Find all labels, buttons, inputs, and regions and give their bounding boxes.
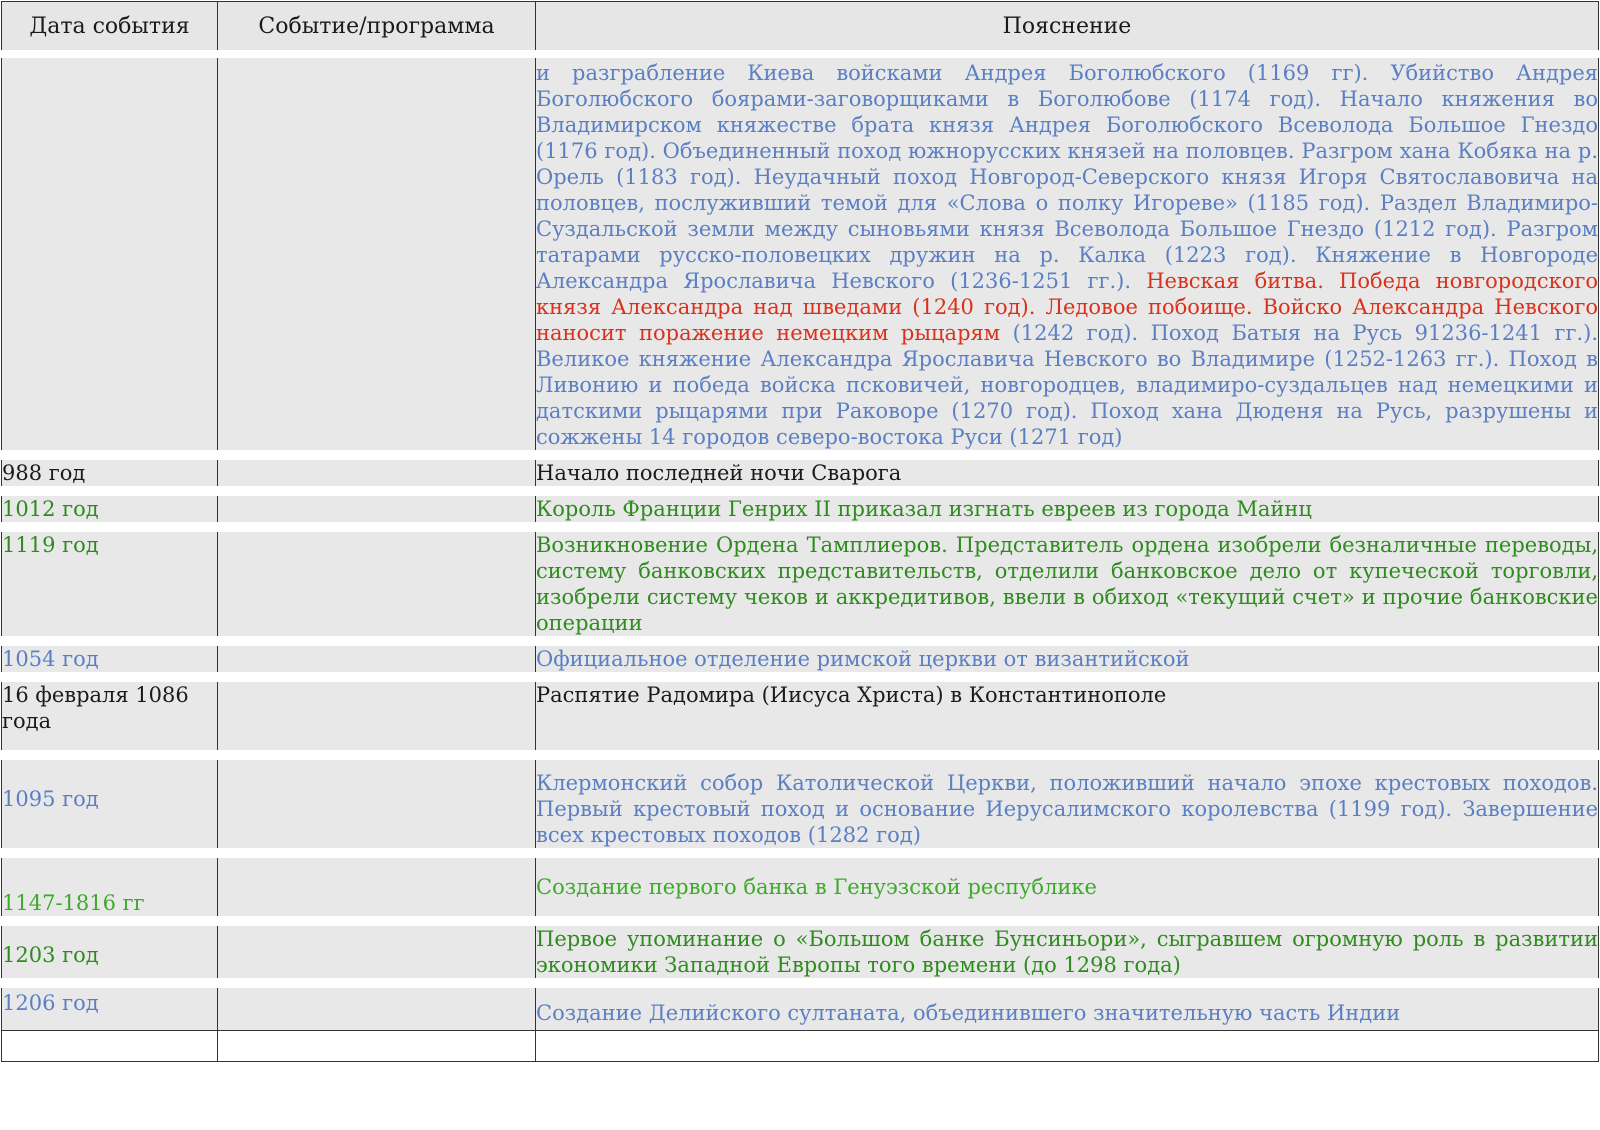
- event-cell: [218, 491, 536, 527]
- event-cell: [218, 54, 536, 455]
- table-header-row: [2, 2, 1599, 55]
- explanation-cell: Клермонский собор Католической Церкви, положивший начало эпохе крестовых походов. Первый крестовый поход и основание Иерусалимского королевства (1199 год). Завершение всех крестовых походов (1282 год): [536, 755, 1599, 853]
- event-cell: [218, 677, 536, 755]
- date-cell: 1206 год: [2, 983, 218, 1031]
- empty-row: [2, 1031, 1599, 1062]
- chronology-table: [1, 1, 1599, 1062]
- explanation-cell: Начало последней ночи Сварога: [536, 455, 1599, 491]
- explanation-cell: [536, 54, 1599, 455]
- explanation-text-highlight: Невская битва. Победа новгородского князя Александра над шведами (1240 год). Ледовое побоище. Войско Александра Невского наносит поражение немецким рыцарям: [536, 269, 1598, 345]
- header-explanation: Пояснение: [536, 2, 1599, 55]
- event-cell: [218, 641, 536, 677]
- event-cell: [218, 527, 536, 641]
- table-row: [2, 921, 1599, 983]
- explanation-cell: Официальное отделение римской церкви от византийской: [536, 641, 1599, 677]
- header-date: Дата события: [2, 2, 218, 55]
- event-cell: [218, 1031, 536, 1062]
- date-cell: 988 год: [2, 455, 218, 491]
- table-row: [2, 677, 1599, 755]
- date-cell: [2, 54, 218, 455]
- explanation-cell: Возникновение Ордена Тамплиеров. Представитель ордена изобрели безналичные переводы, систему банковских представительств, отделили банковское дело от купеческой торговли, изобрели систему чеков и аккредитивов, ввели в обиход «текущий счет» и прочие банковские операции: [536, 527, 1599, 641]
- table-row: [2, 755, 1599, 853]
- date-cell: 16 февраля 1086 года: [2, 677, 218, 755]
- explanation-cell: Создание Делийского султаната, объединившего значительную часть Индии: [536, 983, 1599, 1031]
- table-row: [2, 853, 1599, 921]
- event-cell: [218, 853, 536, 921]
- table-row: [2, 455, 1599, 491]
- date-cell: 1012 год: [2, 491, 218, 527]
- table-row: [2, 983, 1599, 1031]
- date-cell: 1147-1816 гг: [2, 853, 218, 921]
- table-row: [2, 527, 1599, 641]
- date-cell: 1119 год: [2, 527, 218, 641]
- explanation-cell: Король Франции Генрих II приказал изгнать евреев из города Майнц: [536, 491, 1599, 527]
- explanation-cell: Распятие Радомира (Иисуса Христа) в Константинополе: [536, 677, 1599, 755]
- event-cell: [218, 983, 536, 1031]
- header-event: Событие/программа: [218, 2, 536, 55]
- explanation-cell: Первое упоминание о «Большом банке Бунсиньори», сыгравшем огромную роль в развитии экономики Западной Европы того времени (до 1298 года): [536, 921, 1599, 983]
- table-row: [2, 641, 1599, 677]
- explanation-cell: [536, 1031, 1599, 1062]
- event-cell: [218, 921, 536, 983]
- date-cell: 1203 год: [2, 921, 218, 983]
- event-cell: [218, 455, 536, 491]
- explanation-text: (1242 год). Поход Батыя на Русь 91236-1241 гг.). Великое княжение Александра Ярославича Невского во Владимире (1252-1263 гг.). Поход в Ливонию и победа войска псковичей, новгородцев, владимиро-суздальцев над немецкими и датскими рыцарями при Раковоре (1270 год). Поход хана Дюденя на Русь, разрушены и сожжены 14 городов северо-востока Руси (1271 год): [536, 321, 1598, 449]
- date-cell: [2, 1031, 218, 1062]
- explanation-text: и разграбление Киева войсками Андрея Боголюбского (1169 гг). Убийство Андрея Боголюбского боярами-заговорщиками в Боголюбове (1174 год). Начало княжения во Владимирском княжестве брата князя Андрея Боголюбского Всеволода Большое Гнездо (1176 год). Объединенный поход южнорусских князей на половцев. Разгром хана Кобяка на р. Орель (1183 год). Неудачный поход Новгород-Северского князя Игоря Святославовича на половцев, послуживший темой для «Слова о полку Игореве» (1185 год). Раздел Владимиро-Суздальской земли между сыновьями князя Всеволода Большое Гнездо (1212 год). Разгром татарами русско-половецких дружин на р. Калка (1223 год). Княжение в Новгороде Александра Ярославича Невского (1236-1251 гг.).: [536, 61, 1598, 293]
- date-cell: 1054 год: [2, 641, 218, 677]
- event-cell: [218, 755, 536, 853]
- table-row: [2, 54, 1599, 455]
- explanation-cell: Создание первого банка в Генуэзской республике: [536, 853, 1599, 921]
- date-cell: 1095 год: [2, 755, 218, 853]
- table-row: [2, 491, 1599, 527]
